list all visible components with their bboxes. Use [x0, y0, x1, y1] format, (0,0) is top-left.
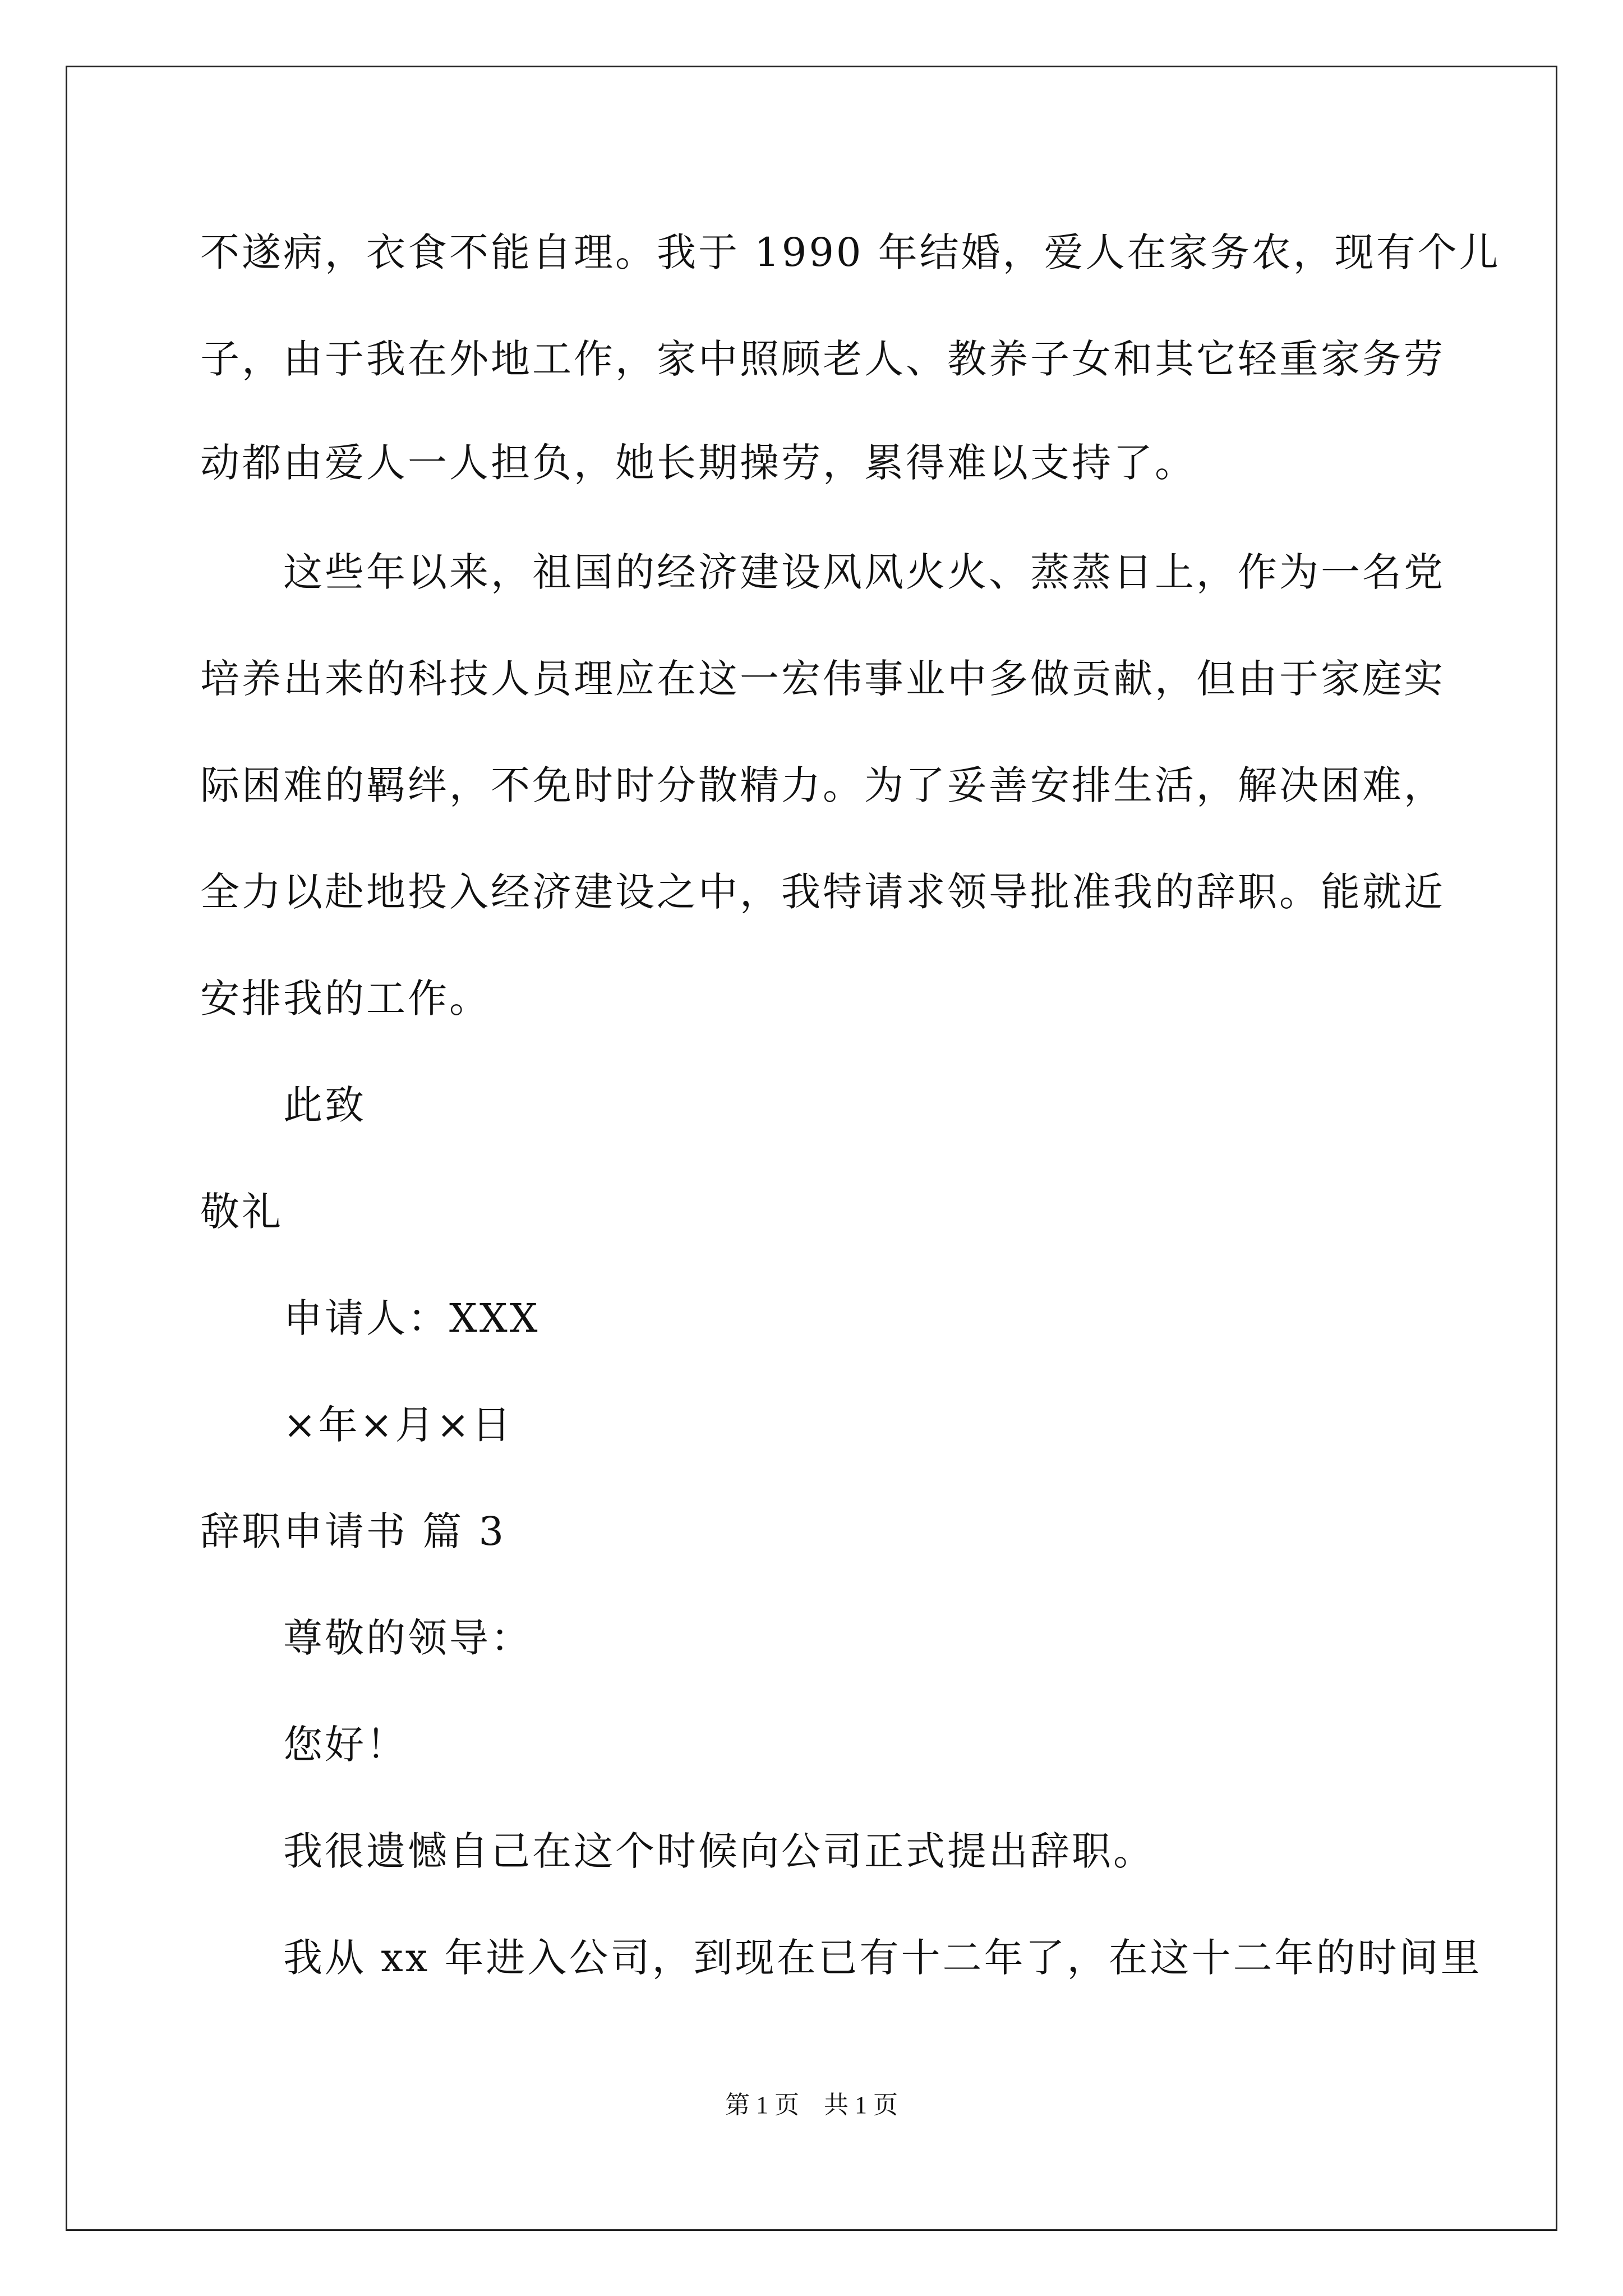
- applicant-name: 申请人：XXX: [283, 1295, 540, 1341]
- paragraph-line: 这些年以来，祖国的经济建设风风火火、蒸蒸日上，作为一名党: [283, 549, 1445, 595]
- closing-regards: 敬礼: [200, 1189, 283, 1235]
- paragraph-line: 动都由爱人一人担负，她长期操劳，累得难以支持了。: [200, 440, 1196, 486]
- signature-date: ×年×月×日: [283, 1402, 513, 1448]
- paragraph-line: 我很遗憾自己在这个时候向公司正式提出辞职。: [283, 1828, 1155, 1874]
- paragraph-line: 际困难的羁绊，不免时时分散精力。为了妥善安排生活，解决困难，: [200, 762, 1445, 808]
- greeting-hello: 您好！: [283, 1722, 408, 1768]
- paragraph-line: 培养出来的科技人员理应在这一宏伟事业中多做贡献，但由于家庭实: [200, 656, 1445, 702]
- section-heading: 辞职申请书 篇 3: [200, 1508, 506, 1554]
- paragraph-line: 安排我的工作。: [200, 976, 491, 1022]
- closing-salutation: 此致: [283, 1082, 366, 1128]
- page-border: [66, 66, 1557, 2231]
- greeting: 尊敬的领导：: [283, 1615, 532, 1661]
- paragraph-line: 我从 xx 年进入公司，到现在已有十二年了，在这十二年的时间里: [283, 1935, 1482, 1981]
- page-footer: 第 1 页 共 1 页: [725, 2091, 898, 2119]
- paragraph-line: 不遂病，衣食不能自理。我于 1990 年结婚，爱人在家务农，现有个儿: [200, 229, 1501, 275]
- paragraph-line: 子，由于我在外地工作，家中照顾老人、教养子女和其它轻重家务劳: [200, 336, 1445, 382]
- paragraph-line: 全力以赴地投入经济建设之中，我特请求领导批准我的辞职。能就近: [200, 869, 1445, 915]
